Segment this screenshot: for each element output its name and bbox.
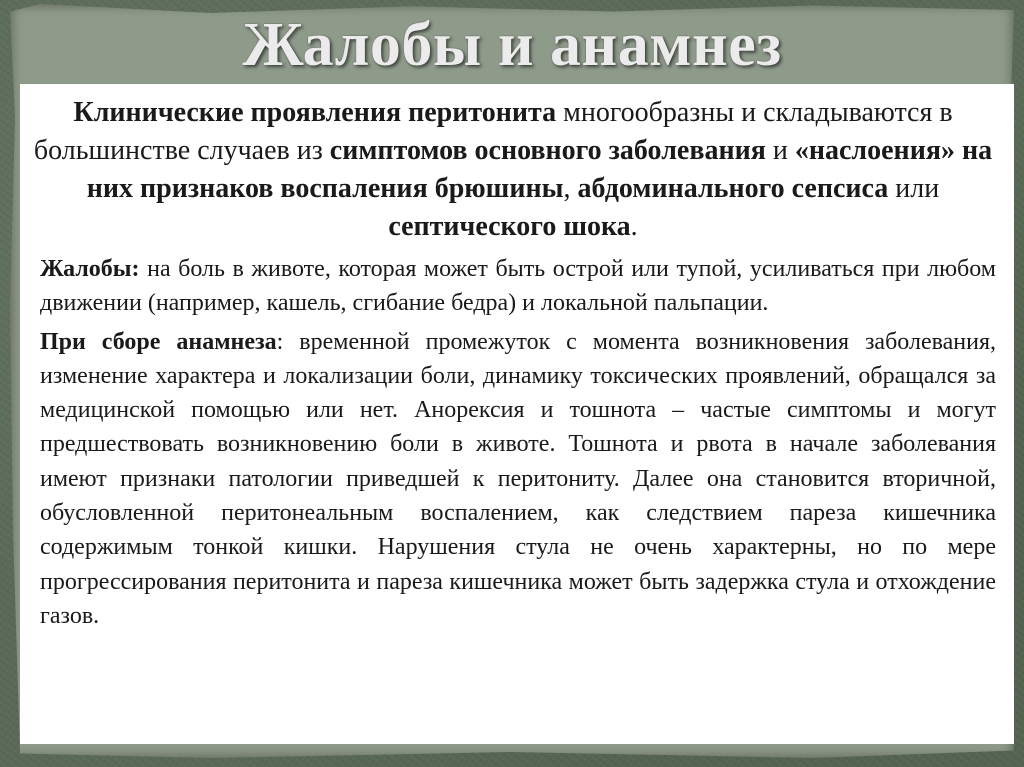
intro-part: «наслоения» на них признаков воспаления брюшины <box>86 135 993 204</box>
intro-part: и <box>765 135 795 166</box>
intro-part: . <box>630 211 638 242</box>
intro-part: Клинические проявления перитонита <box>73 97 557 128</box>
anamnesis-paragraph <box>30 325 996 634</box>
intro-part: многообразны и складываются в большинстве случаев из <box>33 97 953 166</box>
intro-part: симптомов основного заболевания <box>329 135 766 166</box>
intro-paragraph <box>30 94 996 246</box>
intro-part: абдоминального сепсиса <box>577 173 889 204</box>
content-panel <box>20 84 1014 744</box>
complaints-text: на боль в животе, которая может быть острой или тупой, усиливаться при любом движении (например, кашель, сгибание бедра) и локальной пальпации. <box>40 256 996 317</box>
intro-part: или <box>888 173 940 204</box>
complaints-label: Жалобы: <box>40 256 140 282</box>
anamnesis-label: При сборе анамнеза <box>40 328 277 355</box>
complaints-paragraph <box>30 252 996 321</box>
slide-title: Жалобы и анамнез <box>242 11 782 79</box>
intro-part: , <box>563 173 578 204</box>
intro-part: септического шока <box>388 211 631 242</box>
anamnesis-text: : временной промежуток с момента возникновения заболевания, изменение характера и локализации боли, динамику токсических проявлений, обращался за медицинской помощью или нет. Анорексия и тошнота – частые симптомы и могут предшествовать возникновению боли в животе. Тошнота и рвота в начале заболевания имеют признаки патологии приведшей к перитониту. Далее она становится вторичной, обусловленной перитонеальным воспалением, как следствием пареза кишечника содержимым тонкой кишки. Нарушения стула не очень характерны, но по мере прогрессирования перитонита и пареза кишечника может быть задержка стула и отхождение газов. <box>40 328 996 629</box>
